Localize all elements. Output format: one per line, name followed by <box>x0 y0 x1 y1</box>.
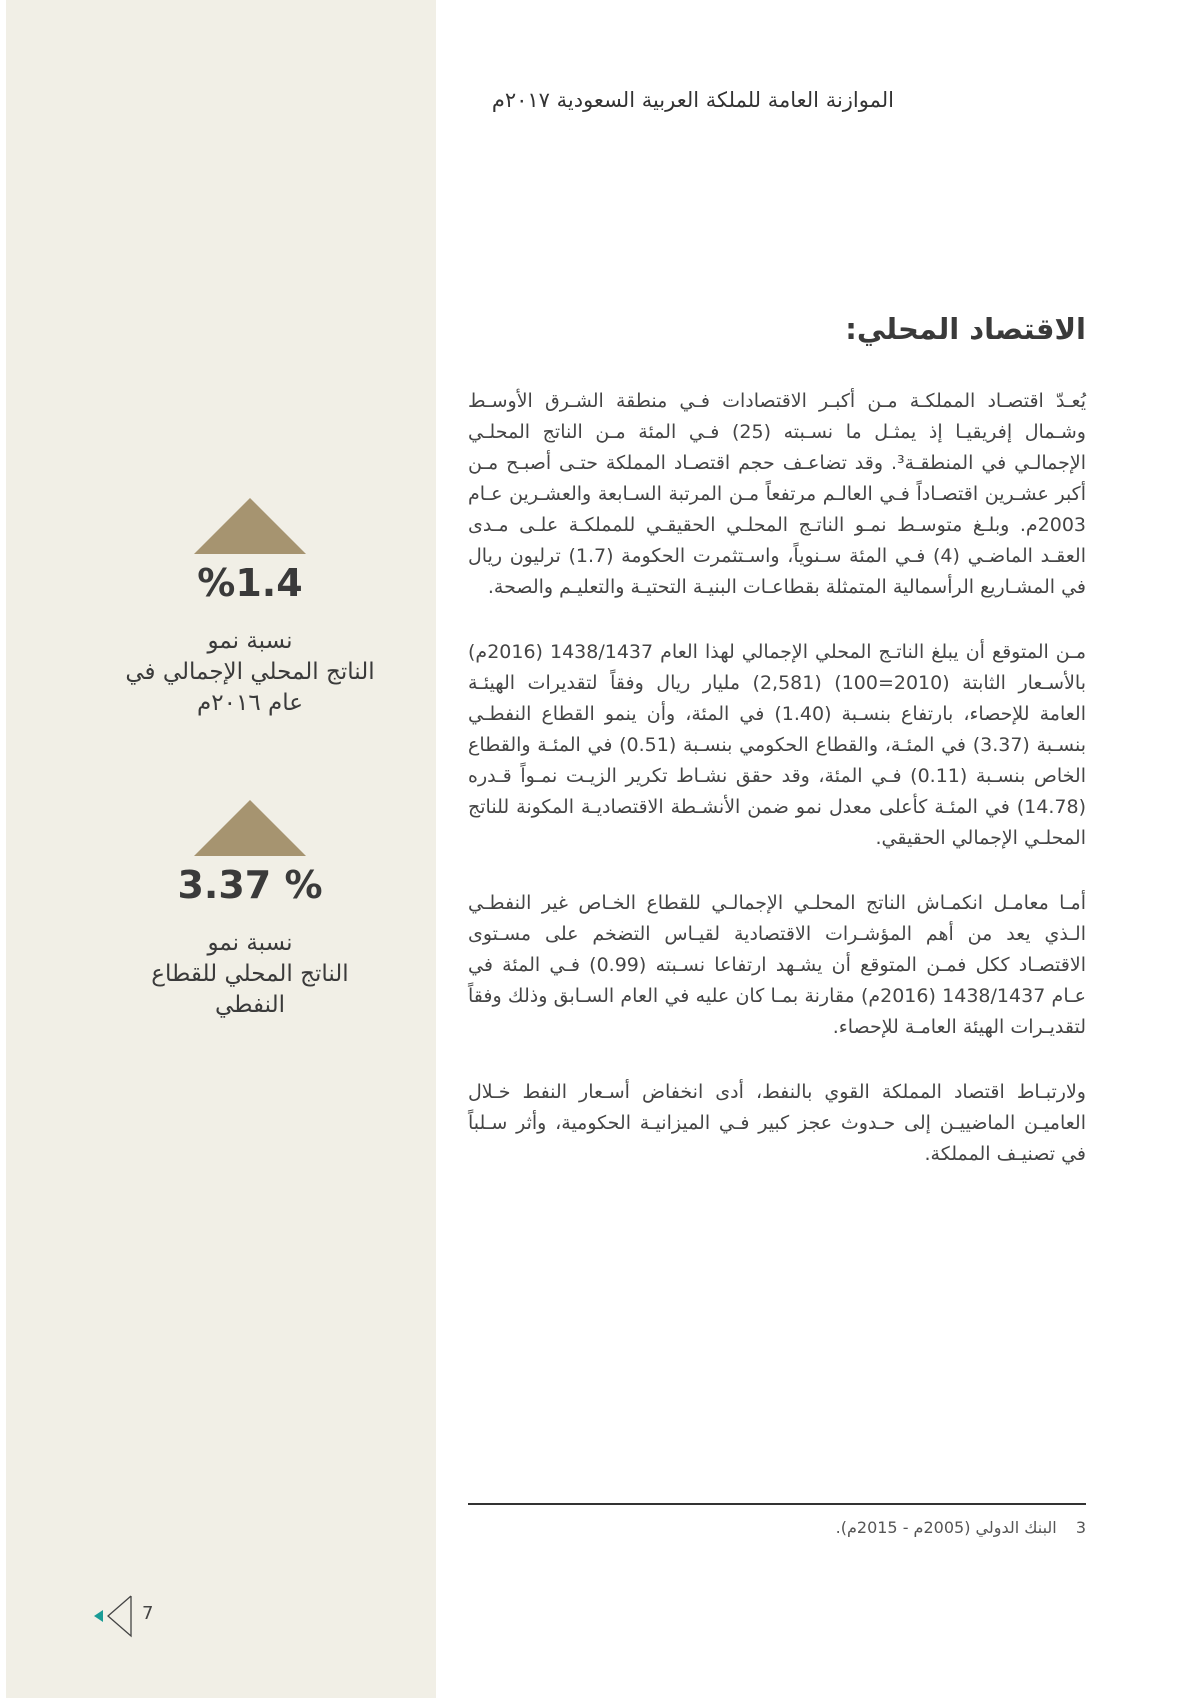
stat-label-line: عام ٢٠١٦م <box>197 690 303 716</box>
page-number: 7 <box>142 1603 154 1624</box>
stat-label <box>100 928 400 1021</box>
page-turn-arrow-graphic <box>94 1594 164 1642</box>
paragraph-1: يُعـدّ اقتصـاد المملكـة مـن أكبـر الاقتصادات فـي منطقة الشـرق الأوسـط وشـمال إفريقيـا إذ يمثـل ما نسـبته (25) فـي المئة مـن الناتج المحلـي الإجمالـي في المنطقـة³. وقد تضاعـف حجم اقتصـاد المملكة حتـى أصبـح مـن أكبر عشـرين اقتصـاداً فـي العالـم مرتفعاً مـن المرتبة السـابعة والعشـرين عـام 2003م. وبلـغ متوسـط نمـو الناتـج المحلـي الحقيقـي للمملكـة علـى مـدى العقـد الماضـي (4) فـي المئة سـنوياً، واسـتثمرت الحكومة (1.7) ترليون ريال في المشـاريع الرأسمالية المتمثلة بقطاعـات البنيـة التحتيـة والتعليـم والصحة. <box>468 390 1086 598</box>
stat-label-line: نسبة نمو <box>207 628 293 654</box>
stat-label <box>100 626 400 719</box>
stat-value: % 3.37 <box>177 863 323 907</box>
stat-value: %1.4 <box>197 561 303 605</box>
up-triangle-icon <box>194 498 306 554</box>
stat-label-line: الناتج المحلي الإجمالي في <box>125 659 375 685</box>
stat-label-line: نسبة نمو <box>207 930 293 956</box>
section-heading: الاقتصاد المحلي: <box>845 312 1086 346</box>
oil-sector-growth-stat <box>100 800 400 1021</box>
stat-label-line: الناتج المحلي للقطاع <box>151 961 349 987</box>
page-turn-arrow-icon[interactable] <box>94 1594 164 1642</box>
stat-label-line: النفطي <box>214 992 285 1018</box>
footnote-text: البنك الدولي (2005م - 2015م). <box>835 1518 1057 1537</box>
paragraph-4: ولارتبـاط اقتصاد المملكة القوي بالنفط، أدى انخفاض أسـعار النفط خـلال العاميـن الماضييـن إلى حـدوث عجز كبير فـي الميزانيـة الحكومية، وأثر سـلباً في تصنيـف المملكة. <box>468 1081 1086 1165</box>
footnote <box>468 1518 1086 1537</box>
gdp-growth-stat <box>100 498 400 719</box>
up-triangle-icon <box>194 800 306 856</box>
footnote-number: 3 <box>1075 1518 1086 1537</box>
paragraph-2: مـن المتوقع أن يبلغ الناتـج المحلي الإجمالي لهذا العام 1438/1437 (2016م) بالأسـعار الثابتة (2010=100) (2,581) مليار ريال وفقاً لتقديرات الهيئـة العامة للإحصاء، بارتفاع بنسـبة (1.40) في المئة، وأن ينمو القطاع النفطـي بنسـبة (3.37) في المئـة، والقطاع الحكومي بنسـبة (0.51) في المئـة والقطاع الخاص بنسـبة (0.11) فـي المئة، وقد حقق نشـاط تكرير الزيـت نمـواً قـدره (14.78) في المئـة كأعلى معدل نمو ضمن الأنشـطة الاقتصاديـة المكونة للناتج المحلـي الإجمالي الحقيقي. <box>468 641 1087 849</box>
paragraph-3: أمـا معامـل انكمـاش الناتج المحلـي الإجمالـي للقطاع الخـاص غير النفطـي الـذي يعد من أهم المؤشـرات الاقتصادية لقيـاس التضخم على مسـتوى الاقتصـاد ككل فمـن المتوقع أن يشـهد ارتفاعا نسـبته (0.99) فـي المئة في عـام 1438/1437 (2016م) مقارنة بمـا كان عليه في العام السـابق وذلك وفقاً لتقديـرات الهيئة العامـة للإحصاء. <box>468 892 1087 1038</box>
footnote-divider <box>468 1503 1086 1505</box>
page-header-title: الموازنة العامة للملكة العربية السعودية ٢٠١٧م <box>491 88 894 112</box>
body-text <box>468 386 1086 1204</box>
